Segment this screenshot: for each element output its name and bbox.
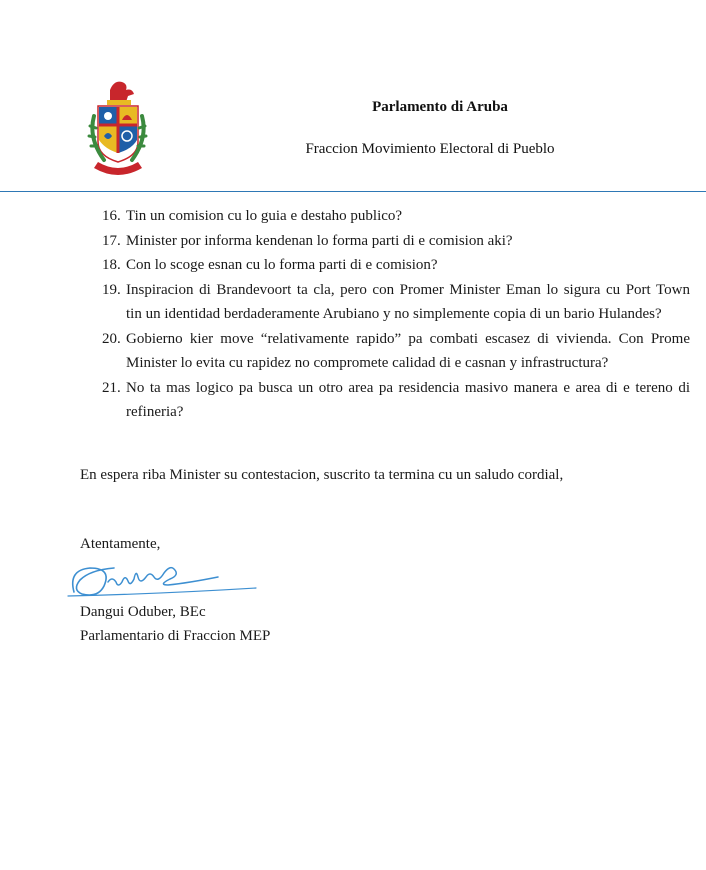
coat-of-arms-emblem: [82, 76, 154, 180]
question-20: [102, 327, 690, 376]
closing-sentence: En espera riba Minister su contestacion, suscrito ta termina cu un saludo cordial,: [80, 467, 564, 483]
question-text: Minister lo evita cu rapidez no compromete calidad di e casnan y infrastructura?: [126, 355, 609, 371]
handwritten-signature: [64, 556, 264, 602]
signer-role: Parlamentario di Fraccion MEP: [80, 628, 271, 644]
question-number: 20.: [102, 330, 121, 347]
question-list: [102, 204, 690, 425]
question-text: Tin un comision cu lo guia e destaho publico?: [126, 208, 403, 224]
question-text: Inspiracion di Brandevoort ta cla, pero con Promer Minister Eman lo sigura cu Port Town: [126, 281, 690, 298]
question-number: 16.: [102, 208, 121, 224]
parliament-title: Parlamento di Aruba: [372, 99, 508, 115]
question-number: 18.: [102, 257, 121, 273]
question-text: No ta mas logico pa busca un otro area pa residencia masivo manera e area di e tereno di: [126, 379, 690, 396]
question-21: [102, 376, 690, 425]
faction-subtitle: Fraccion Movimiento Electoral di Pueblo: [305, 141, 555, 157]
question-17: [102, 229, 690, 254]
question-text: Gobierno kier move “relativamente rapido” pa combati escasez di vivienda. Con Prome: [126, 330, 690, 347]
question-18: [102, 253, 690, 278]
question-number: 17.: [102, 232, 121, 249]
question-number: 19.: [102, 281, 121, 298]
signer-name: Dangui Oduber, BEc: [80, 604, 206, 620]
question-text: refineria?: [126, 404, 184, 420]
header-divider: [0, 191, 706, 192]
question-text: Minister por informa kendenan lo forma parti di e comision aki?: [126, 232, 513, 249]
question-19: [102, 278, 690, 327]
question-text: tin un identidad berdaderamente Arubiano y no simplemente copia di un bario Hulandes?: [126, 306, 662, 322]
question-16: [102, 204, 690, 229]
question-number: 21.: [102, 379, 121, 396]
regards-text: Atentamente,: [80, 536, 161, 552]
question-text: Con lo scoge esnan cu lo forma parti di e comision?: [126, 257, 438, 273]
